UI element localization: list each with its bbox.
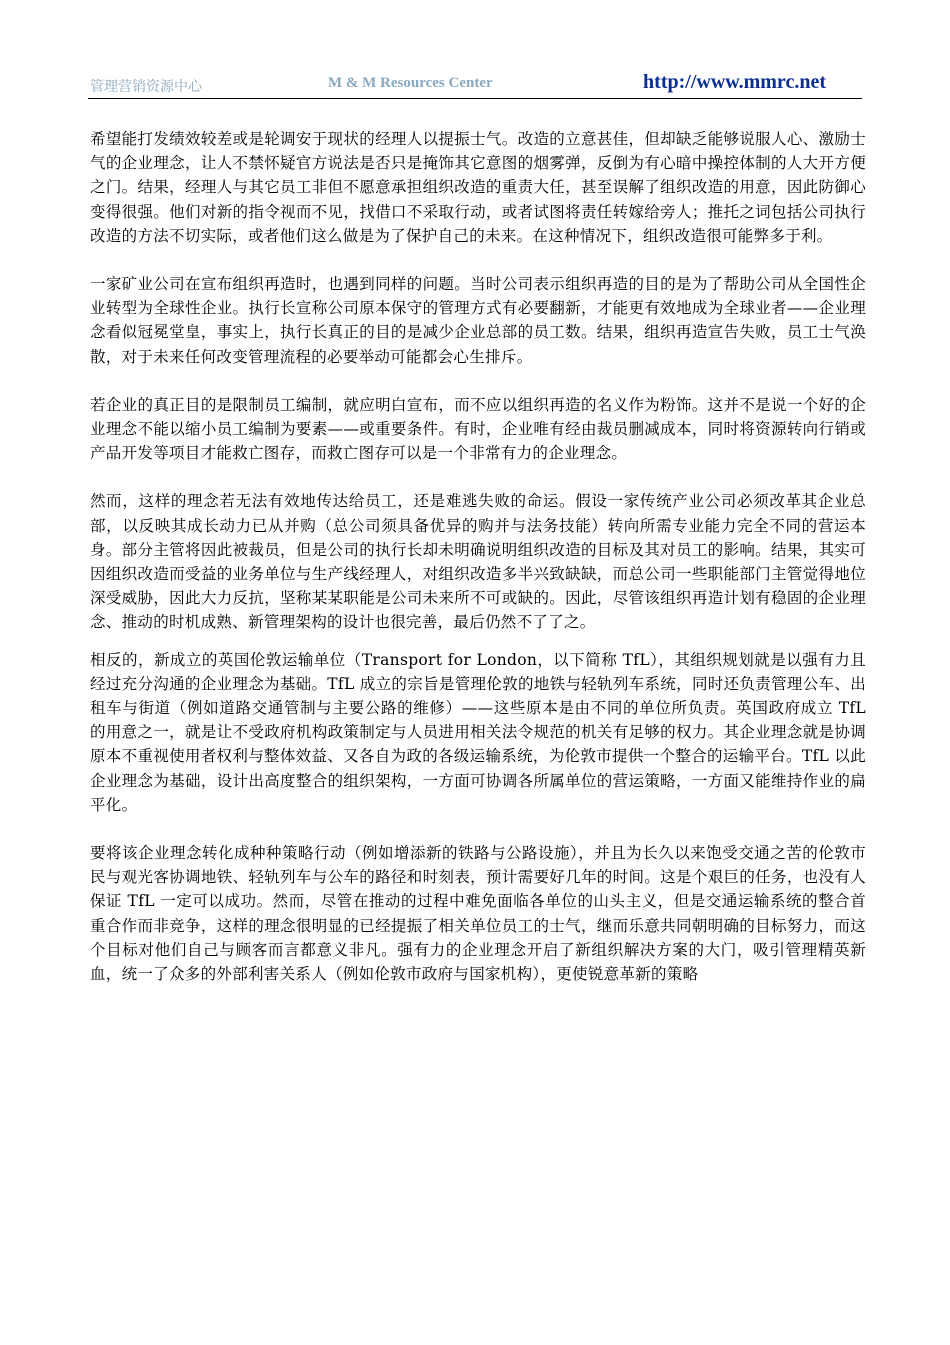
paragraph-5: 相反的，新成立的英国伦敦运输单位（Transport for London，以下简称 TfL），其组织规划就是以强有力且经过充分沟通的企业理念为基础。TfL 成立的宗旨是管理伦敦的地铁与轻轨列车系统，同时还负责管理公车、出租车与街道（例如道路交通管制与主要公路的维修）——这些原本是由不同的单位所负责。英国政府成立 TfL 的用意之一，就是让不受政府机构政策制定与人员进用相关法令规范的机关有足够的权力。其企业理念就是协调原本不重视使用者权利与整体效益、又各自为政的各级运输系统，为伦敦市提供一个整合的运输平台。TfL 以此企业理念为基础，设计出高度整合的组织架构，一方面可协调各所属单位的营运策略，一方面又能维持作业的扁平化。 <box>90 650 866 814</box>
article-body <box>90 127 866 986</box>
paragraph-4: 然而，这样的理念若无法有效地传达给员工，还是难逃失败的命运。假设一家传统产业公司必须改革其企业总部，以反映其成长动力已从并购（总公司须具备优异的购并与法务技能）转向所需专业能力完全不同的营运本身。部分主管将因此被裁员，但是公司的执行长却未明确说明组织改造的目标及其对员工的影响。结果，其实可因组织改造而受益的业务单位与生产线经理人，对组织改造多半兴致缺缺，而总公司一些职能部门主管觉得地位深受威胁，因此大力反抗，坚称某某职能是公司未来所不可或缺的。因此，尽管该组织再造计划有稳固的企业理念、推动的时机成熟、新管理架构的设计也很完善，最后仍然不了了之。 <box>90 492 866 632</box>
paragraph-6: 要将该企业理念转化成种种策略行动（例如增添新的铁路与公路设施），并且为长久以来饱受交通之苦的伦敦市民与观光客协调地铁、轻轨列车与公车的路径和时刻表，预计需要好几年的时间。这是个艰巨的任务，也没有人保证 TfL 一定可以成功。然而，尽管在推动的过程中难免面临各单位的山头主义，但是交通运输系统的整合首重合作而非竞争，这样的理念很明显的已经提振了相关单位员工的士气，继而乐意共同朝明确的目标努力，而这个目标对他们自己与顾客而言都意义非凡。强有力的企业理念开启了新组织解决方案的大门，吸引管理精英新血，统一了众多的外部利害关系人（例如伦敦市政府与国家机构），更使锐意革新的策略 <box>90 844 866 984</box>
header-url-link[interactable]: http://www.mmrc.net <box>643 71 826 93</box>
paragraph-1: 希望能打发绩效较差或是轮调安于现状的经理人以提振士气。改造的立意甚佳，但却缺乏能够说服人心、激励士气的企业理念，让人不禁怀疑官方说法是否只是掩饰其它意图的烟雾弹，反倒为有心暗中操控体制的人大开方便之门。结果，经理人与其它员工非但不愿意承担组织改造的重责大任，甚至误解了组织改造的用意，因此防御心变得很强。他们对新的指令视而不见，找借口不采取行动，或者试图将责任转嫁给旁人；推托之词包括公司执行改造的方法不切实际，或者他们这么做是为了保护自己的未来。在这种情况下，组织改造很可能弊多于利。 <box>90 130 866 245</box>
header-site-name-cn: 管理营销资源中心 <box>90 79 202 95</box>
page-header <box>88 70 862 99</box>
paragraph-2: 一家矿业公司在宣布组织再造时，也遇到同样的问题。当时公司表示组织再造的目的是为了帮助公司从全国性企业转型为全球性企业。执行长宣称公司原本保守的管理方式有必要翻新，才能更有效地成为全球业者——企业理念看似冠冕堂皇，事实上，执行长真正的目的是减少企业总部的员工数。结果，组织再造宣告失败，员工士气涣散，对于未来任何改变管理流程的必要举动可能都会心生排斥。 <box>90 275 866 366</box>
header-site-name-en: M & M Resources Center <box>328 75 493 91</box>
paragraph-3: 若企业的真正目的是限制员工编制，就应明白宣布，而不应以组织再造的名义作为粉饰。这并不是说一个好的企业理念不能以缩小员工编制为要素——或重要条件。有时，企业唯有经由裁员删减成本，同时将资源转向行销或产品开发等项目才能救亡图存，而救亡图存可以是一个非常有力的企业理念。 <box>90 395 866 463</box>
